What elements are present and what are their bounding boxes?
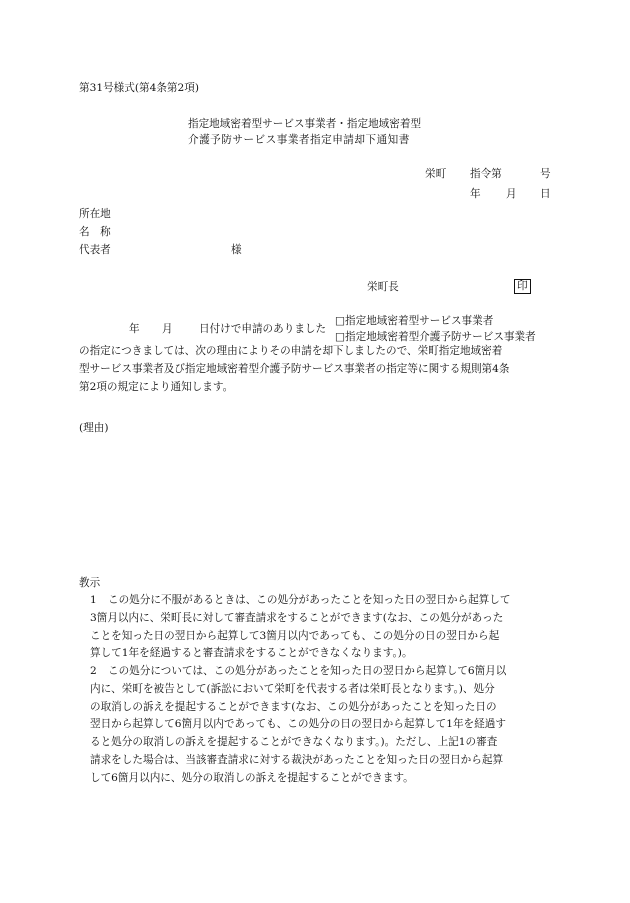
date-month: 月	[506, 188, 517, 200]
notice-item-2-line-6: 請求をした場合は、当該審査請求に対する裁決があったことを知った日の翌日から起算	[90, 754, 504, 766]
date-day: 日	[540, 188, 551, 200]
name-label: 名 称	[79, 226, 111, 238]
notice-item-2-number: 2	[90, 665, 97, 677]
body-paragraph	[79, 343, 559, 396]
notice-item-2-line-1: この処分については、この処分があったことを知った日の翌日から起算して6箇月以	[108, 665, 507, 677]
body-line-3: 第2項の規定により通知します。	[79, 380, 234, 393]
honorific: 様	[231, 244, 242, 256]
sender-title: 栄町長	[367, 281, 399, 293]
application-month: 月	[162, 323, 173, 335]
notice-item-2-line-2: 内に、栄町を被告として(訴訟において栄町を代表する者は栄町長となります。)、処分	[90, 682, 495, 695]
application-year: 年	[129, 323, 140, 335]
notice-heading: 教示	[79, 577, 101, 589]
body-line-2: 型サービス事業者及び指定地域密着型介護予防サービス事業者の指定等に関する規則第4条	[79, 362, 510, 375]
reference-suffix: 号	[540, 168, 551, 180]
notice-item-1-line-4: 算して1年を経過すると審査請求をすることができなくなります。)。	[90, 647, 413, 660]
option-community-service: □指定地域密着型サービス事業者	[335, 315, 494, 327]
document-title-line1: 指定地域密着型サービス事業者・指定地域密着型	[188, 118, 422, 130]
notice-item-2-line-3: の取消しの訴えを提起することができます(なお、この処分があったことを知った日の	[90, 700, 497, 713]
notice-item-1-number: 1	[90, 594, 97, 606]
reference-town: 栄町	[425, 168, 447, 180]
notice-item-1-line-2: 3箇月以内に、栄町長に対して審査請求をすることができます(なお、この処分があった	[90, 611, 504, 624]
document-title-line2: 介護予防サービス事業者指定申請却下通知書	[188, 134, 410, 146]
reference-prefix: 指令第	[470, 168, 502, 180]
notice-item-2-line-5: ると処分の取消しの訴えを提起することができなくなります。)。ただし、上記1の審査	[90, 736, 498, 749]
date-year: 年	[470, 188, 481, 200]
seal-mark	[514, 279, 531, 294]
form-number: 第31号様式(第4条第2項)	[79, 82, 199, 94]
notice-item-2-line-7: して6箇月以内に、処分の取消しの訴えを提起することができます。	[90, 771, 414, 784]
seal-text: 印	[514, 279, 531, 294]
notice-item-1-line-3: ことを知った日の翌日から起算して3箇月以内であっても、この処分の日の翌日から起	[90, 629, 500, 642]
notice-item-2-line-4: 翌日から起算して6箇月以内であっても、この処分の日の翌日から起算して1年を経過す	[90, 718, 506, 731]
address-label: 所在地	[79, 208, 111, 220]
application-date-suffix: 日付けで申請のありました	[199, 323, 327, 335]
notice-item-1-line-1: この処分に不服があるときは、この処分があったことを知った日の翌日から起算して	[108, 594, 511, 606]
option-preventive-service: □指定地域密着型介護予防サービス事業者	[335, 331, 536, 343]
body-line-1: の指定につきましては、次の理由によりその申請を却下しましたので、栄町指定地域密着	[79, 345, 503, 357]
reason-label: (理由)	[79, 422, 109, 434]
representative-label: 代表者	[79, 244, 111, 256]
